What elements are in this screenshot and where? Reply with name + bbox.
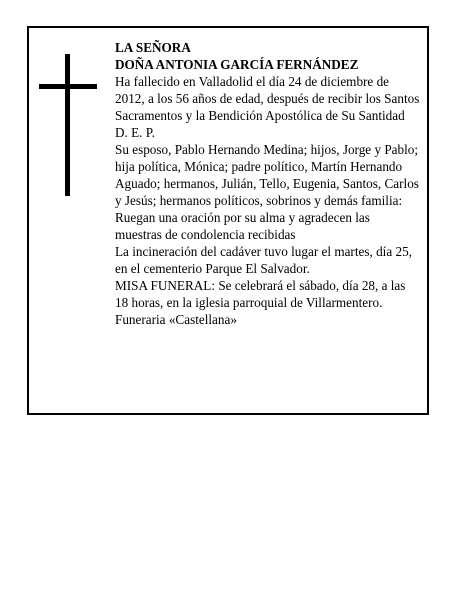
deceased-name: DOÑA ANTONIA GARCÍA FERNÁNDEZ: [115, 57, 359, 72]
death-announcement: Ha fallecido en Valladolid el día 24 de diciembre de 2012, a los 56 años de edad, después de recibir los Santos Sacramentos y la Bendición Apostólica de Su Santidad: [115, 74, 420, 123]
notice-title: LA SEÑORA: [115, 40, 191, 55]
funeral-home: Funeraria «Castellana»: [115, 312, 237, 327]
funeral-mass-info: MISA FUNERAL: Se celebrará el sábado, día 28, a las 18 horas, en la iglesia parroquial de Villarmentero.: [115, 278, 406, 310]
family-list: Su esposo, Pablo Hernando Medina; hijos, Jorge y Pablo; hija política, Mónica; padre político, Martín Hernando Aguado; hermanos, Julián, Tello, Eugenia, Santos, Carlos y Jesús; hermanos políticos, sobrinos y demás familia:: [115, 142, 419, 208]
rest-in-peace: D. E. P.: [115, 125, 155, 140]
cross-vertical-bar: [65, 54, 70, 196]
prayer-request: Ruegan una oración por su alma y agradecen las muestras de condolencia recibidas: [115, 210, 370, 242]
cross-horizontal-bar: [39, 84, 97, 89]
cremation-info: La incineración del cadáver tuvo lugar el martes, día 25, en el cementerio Parque El Salvador.: [115, 244, 412, 276]
notice-text-block: [115, 39, 420, 328]
